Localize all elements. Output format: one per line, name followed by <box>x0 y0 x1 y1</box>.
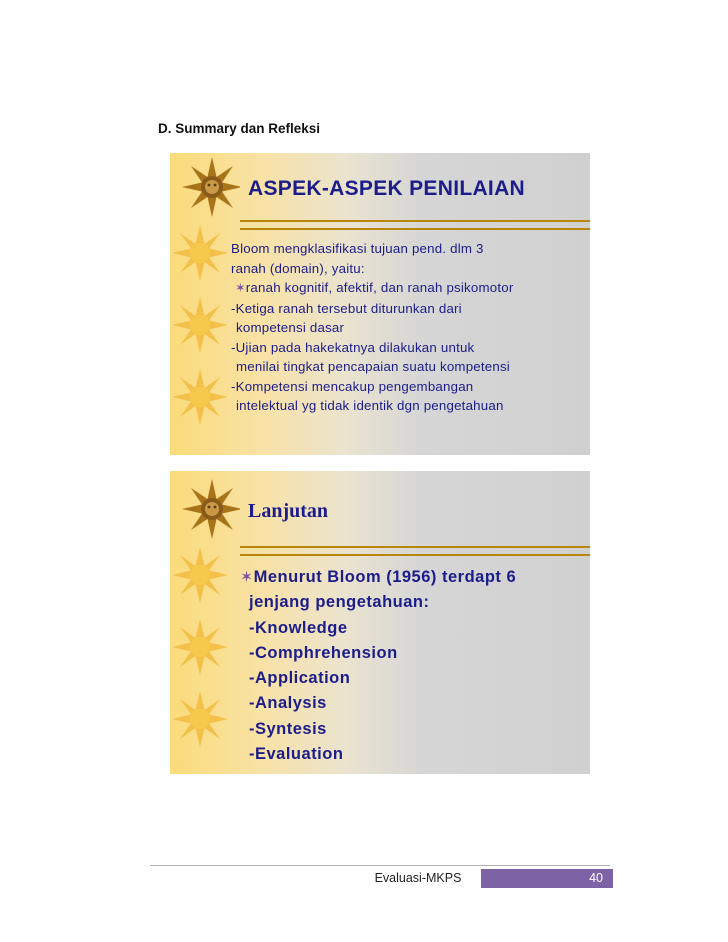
slide-body <box>231 239 586 416</box>
body-line: kompetensi dasar <box>236 320 345 335</box>
body-line: -Analysis <box>249 694 327 713</box>
slide-aspek-penilaian <box>170 153 590 455</box>
page-footer <box>150 865 610 888</box>
slide-decoration <box>170 471 240 774</box>
body-line: jenjang pengetahuan: <box>249 593 430 612</box>
sun-icon <box>172 691 228 747</box>
body-line: menilai tingkat pencapaian suatu kompetensi <box>236 359 510 374</box>
body-line: -Ketiga ranah tersebut diturunkan dari <box>231 300 462 316</box>
body-line: -Ujian pada hakekatnya dilakukan untuk <box>231 339 475 355</box>
footer-label: Evaluasi-MKPS <box>374 871 462 885</box>
footer-divider <box>150 865 610 866</box>
page-number: 40 <box>589 871 603 885</box>
bullet-line <box>240 565 585 590</box>
star-bullet-icon: ✶ <box>240 569 254 586</box>
footer-page-bar <box>478 869 613 888</box>
sun-emblem-icon <box>182 157 240 217</box>
slide-lanjutan <box>170 471 590 774</box>
slide-title: ASPEK-ASPEK PENILAIAN <box>248 177 526 200</box>
sun-emblem-icon <box>182 479 240 539</box>
bullet-line <box>231 278 586 299</box>
body-line: -Application <box>249 669 351 688</box>
body-line: Bloom mengklasifikasi tujuan pend. dlm 3 <box>231 241 484 256</box>
sun-icon <box>172 297 228 353</box>
sun-icon <box>172 547 228 603</box>
sun-icon <box>172 225 228 281</box>
slide-body <box>240 565 585 767</box>
body-line: -Comphrehension <box>249 643 398 662</box>
body-line: intelektual yg tidak identik dgn pengetahuan <box>236 398 504 413</box>
section-heading: D. Summary dan Refleksi <box>158 121 321 136</box>
body-line: ranah kognitif, afektif, dan ranah psikomotor <box>245 280 514 295</box>
body-line: -Syntesis <box>249 719 327 738</box>
body-line: ranah (domain), yaitu: <box>231 260 365 276</box>
title-rule <box>240 220 590 230</box>
body-line: -Knowledge <box>249 618 348 637</box>
sun-icon <box>172 369 228 425</box>
slide-title: Lanjutan <box>248 500 329 522</box>
body-line: -Evaluation <box>249 745 344 764</box>
star-bullet-icon: ✶ <box>235 281 246 295</box>
slide-decoration <box>170 153 240 455</box>
body-line: Menurut Bloom (1956) terdapt 6 <box>253 568 517 586</box>
title-rule <box>240 546 590 556</box>
sun-icon <box>172 619 228 675</box>
body-line: -Kompetensi mencakup pengembangan <box>231 378 474 394</box>
